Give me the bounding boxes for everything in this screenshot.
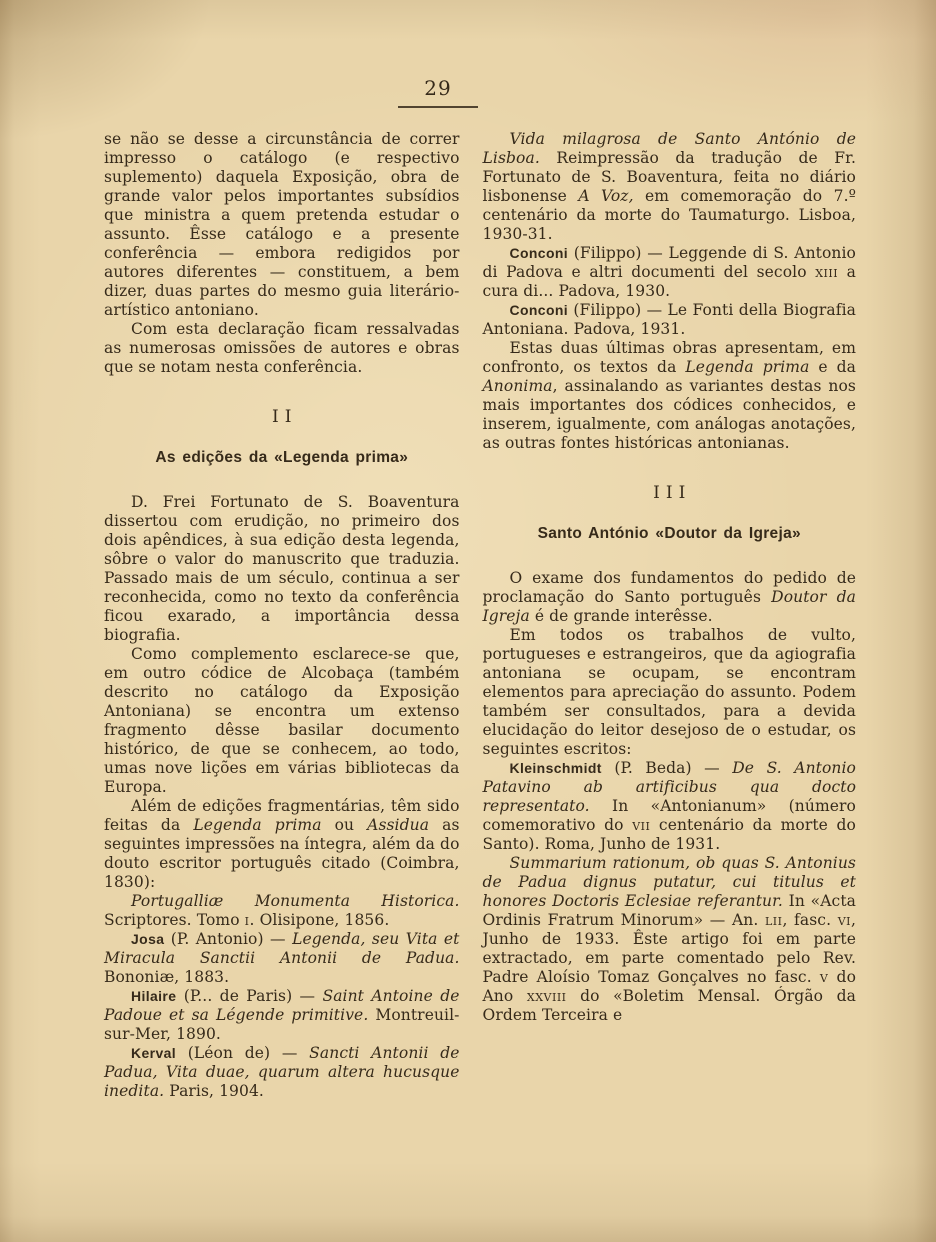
text-segment: (Filippo) — Leggende di S. Antonio di Padova e altri documenti del secolo bbox=[482, 244, 856, 281]
section-title-heading: As edições da «Legenda prima» bbox=[155, 449, 409, 466]
roman-numeral: vii bbox=[632, 816, 651, 834]
author-name: Hilaire bbox=[131, 988, 177, 1004]
text-segment: (Léon de) — bbox=[176, 1044, 310, 1062]
roman-numeral: vi bbox=[837, 911, 851, 929]
text-segment: , Junho de 1933. Êste artigo foi em parte extractado, em parte comentado pelo Rev. Padre Aloísio Tomaz Gonçalves no fasc. bbox=[482, 911, 857, 986]
text-segment: Montreuil-sur-Mer, 1890. bbox=[104, 1006, 460, 1043]
paragraph bbox=[483, 339, 856, 453]
author-name: Josa bbox=[131, 931, 165, 947]
author-name: Conconi bbox=[509, 302, 569, 318]
text-segment: Scriptores. Tomo bbox=[104, 911, 245, 929]
paragraph bbox=[104, 892, 460, 930]
work-title-segment: Sancti Antonii de Padua, Vita duae, quarum altera hucusque inedita. bbox=[104, 1044, 460, 1100]
paragraph bbox=[483, 301, 856, 339]
text-segment: ou bbox=[321, 816, 368, 834]
text-segment: , fasc. bbox=[782, 911, 838, 929]
paragraph bbox=[104, 493, 460, 645]
text-segment: In «Antonianum» (número comemorativo do bbox=[482, 797, 856, 834]
roman-numeral: xiii bbox=[815, 263, 839, 281]
work-title-segment: Legenda prima bbox=[685, 358, 810, 376]
work-title-segment: Summarium rationum, ob quas S. Antonius de Padua dignus putatur, cui titulus et honores Doctoris Eclesiae referantur. bbox=[482, 854, 856, 910]
paragraph bbox=[104, 645, 460, 797]
paragraph bbox=[483, 244, 856, 301]
roman-numeral: lii bbox=[764, 911, 783, 929]
roman-numeral: v bbox=[819, 968, 829, 986]
text-segment: em comemoração do 7.º centenário da morte do Taumaturgo. Lisboa, 1930-31. bbox=[482, 187, 857, 243]
text-segment: (Filippo) — Le Fonti della Biografia Antoniana. Padova, 1931. bbox=[482, 301, 856, 338]
text-segment: Com esta declaração ficam ressalvadas as numerosas omissões de autores e obras que se notam nesta conferência. bbox=[104, 320, 460, 376]
work-title-segment: Saint Antoine de Padoue et sa Légende primitive. bbox=[104, 987, 460, 1024]
paragraph bbox=[483, 759, 856, 854]
work-title-segment: Vida milagrosa de Santo António de Lisboa. bbox=[482, 130, 856, 167]
text-segment: Em todos os trabalhos de vulto, portugueses e estrangeiros, que da agiografia antoniana se ocupam, se encontram elementos para apreciação do assunto. Podem também ser consultados, para a devida elucidação do leitor desejoso de o estudar, os seguintes escritos: bbox=[482, 626, 856, 758]
text-segment: O exame dos fundamentos do pedido de proclamação do Santo português bbox=[482, 569, 856, 606]
paragraph bbox=[483, 569, 856, 626]
work-title-segment: Assidua bbox=[367, 816, 430, 834]
section-number-heading: III bbox=[653, 483, 692, 503]
text-segment: as seguintes impressões na íntegra, além da do douto escritor português citado (Coimbra, 1830): bbox=[104, 816, 460, 891]
paragraph bbox=[104, 320, 460, 377]
right-column bbox=[483, 130, 856, 1101]
work-title-segment: Legenda, seu Vita et Miracula Sanctii Antonii de Padua. bbox=[104, 930, 460, 967]
paragraph bbox=[104, 797, 460, 892]
text-segment: (P. Antonio) — bbox=[164, 930, 293, 948]
text-segment: . Olisipone, 1856. bbox=[249, 911, 390, 929]
work-title-segment: A Voz, bbox=[578, 187, 634, 205]
work-title-segment: Doutor da Igreja bbox=[482, 588, 857, 625]
text-segment: a cura di... Padova, 1930. bbox=[482, 263, 856, 300]
paragraph bbox=[104, 130, 460, 320]
text-segment: Reimpressão da tradução de Fr. Fortunato de S. Boaventura, feita no diário lisbonense bbox=[482, 149, 856, 205]
text-segment: In «Acta Ordinis Fratrum Minorum» — An. bbox=[482, 892, 857, 929]
text-segment: Como complemento esclarece-se que, em outro códice de Alcobaça (também descrito no catálogo da Exposição Antoniana) se encontra um extenso fragmento dêsse basilar documento histórico, de que se conhecem, ao todo, umas nove lições em várias bibliotecas da Europa. bbox=[104, 645, 460, 796]
author-name: Kerval bbox=[131, 1045, 177, 1061]
work-title-segment: Portugalliæ Monumenta Historica. bbox=[131, 892, 460, 910]
text-segment: e da bbox=[809, 358, 856, 376]
page-number: 29 bbox=[398, 76, 478, 108]
paragraph bbox=[104, 1044, 460, 1101]
text-segment: Bononiæ, 1883. bbox=[104, 968, 230, 986]
work-title-segment: De S. Antonio Patavino ab artificibus qua docto representato. bbox=[482, 759, 856, 815]
paragraph bbox=[483, 626, 856, 759]
text-segment: é de grande interêsse. bbox=[529, 607, 713, 625]
roman-numeral: i bbox=[244, 911, 250, 929]
text-segment: (P. Beda) — bbox=[601, 759, 733, 777]
work-title-segment: Legenda prima bbox=[193, 816, 322, 834]
author-name: Conconi bbox=[509, 245, 569, 261]
text-columns bbox=[104, 130, 856, 1101]
paragraph bbox=[483, 130, 856, 244]
paragraph bbox=[483, 854, 856, 1025]
text-segment: se não se desse a circunstância de correr impresso o catálogo (e respectivo suplemento) daquela Exposição, obra de grande valor pelos importantes subsídios que ministra a quem pretenda estudar o assunto. Êsse catálogo e a presente conferência — embora redigidos por autores diferentes — constituem, a bem dizer, duas partes do mesmo guia literário-artístico antoniano. bbox=[104, 130, 460, 319]
text-segment: centenário da morte do Santo). Roma, Junho de 1931. bbox=[482, 816, 856, 853]
text-segment: Paris, 1904. bbox=[164, 1082, 264, 1100]
text-segment: Além de edições fragmentárias, têm sido feitas da bbox=[104, 797, 460, 834]
text-segment: (P... de Paris) — bbox=[176, 987, 323, 1005]
paragraph bbox=[104, 987, 460, 1044]
work-title-segment: Anonima bbox=[482, 377, 553, 395]
paragraph bbox=[104, 930, 460, 987]
text-segment: , assinalando as variantes destas nos mais importantes dos códices conhecidos, e inserem, igualmente, com análogas anotações, as outras fontes históricas antonianas. bbox=[482, 377, 856, 452]
text-segment: Estas duas últimas obras apresentam, em confronto, os textos da bbox=[482, 339, 856, 376]
text-segment: D. Frei Fortunato de S. Boaventura dissertou com erudição, no primeiro dos dois apêndices, à sua edição desta legenda, sôbre o valor do manuscrito que traduzia. Passado mais de um século, continua a ser reconhecida, como no texto da conferência ficou exarado, a importância dessa biografia. bbox=[104, 493, 460, 644]
text-segment: do «Boletim Mensal. Órgão da Ordem Terceira e bbox=[482, 987, 856, 1024]
roman-numeral: xxviii bbox=[526, 987, 567, 1005]
text-segment: do Ano bbox=[482, 968, 857, 1005]
section-number-heading: II bbox=[272, 407, 298, 427]
left-column bbox=[104, 130, 460, 1101]
author-name: Kleinschmidt bbox=[509, 760, 602, 776]
section-title-heading: Santo António «Doutor da Igreja» bbox=[537, 525, 801, 542]
